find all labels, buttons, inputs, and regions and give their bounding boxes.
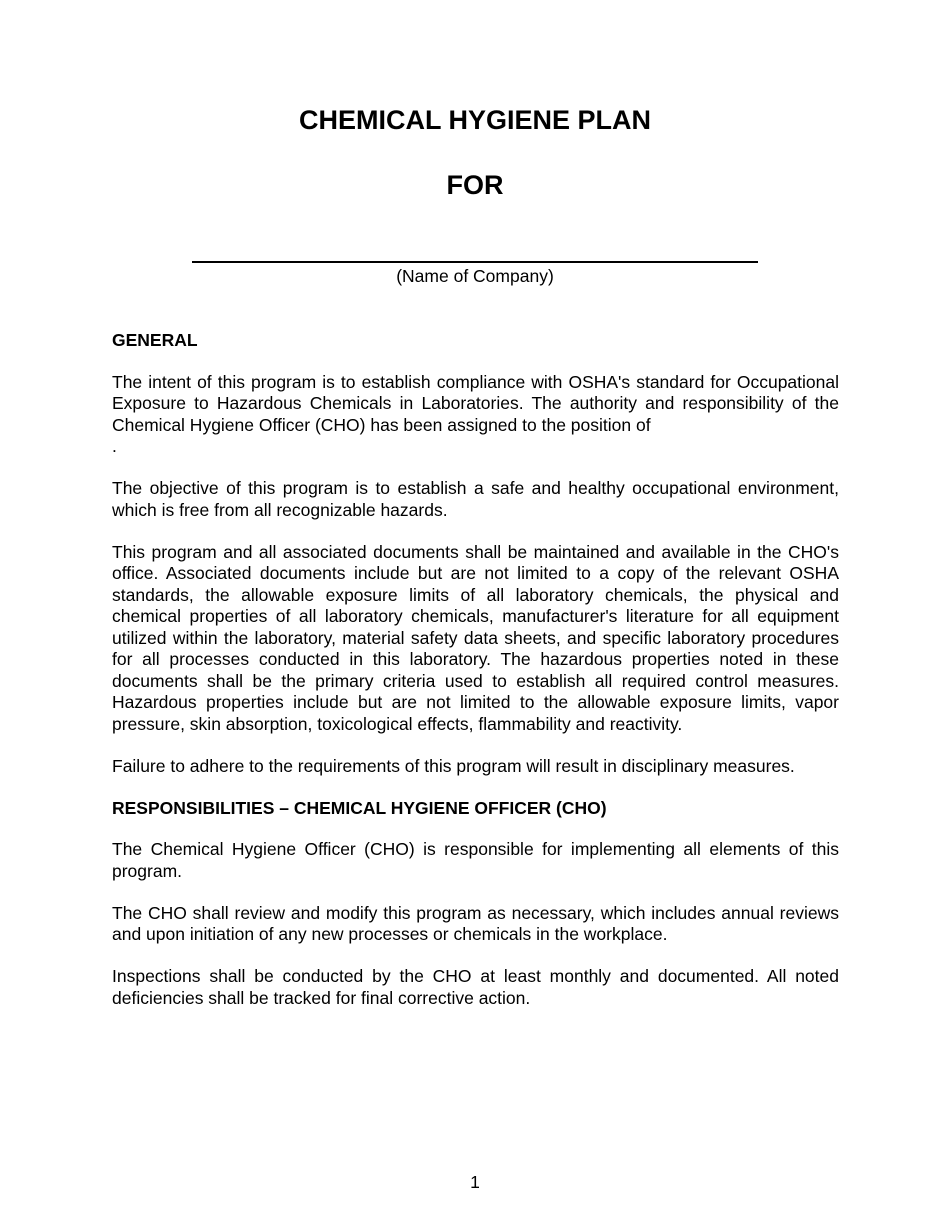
paragraph: The CHO shall review and modify this program as necessary, which includes annual reviews and upon initiation of any new processes or chemicals in the workplace. xyxy=(112,902,839,944)
section-heading-responsibilities: RESPONSIBILITIES – CHEMICAL HYGIENE OFFICER (CHO) xyxy=(112,797,607,818)
document-body xyxy=(112,330,839,1030)
document-title: CHEMICAL HYGIENE PLAN xyxy=(298,105,652,135)
paragraph: The Chemical Hygiene Officer (CHO) is responsible for implementing all elements of this program. xyxy=(112,839,839,881)
paragraph: Inspections shall be conducted by the CHO at least monthly and documented. All noted deficiencies shall be tracked for final corrective action. xyxy=(112,966,839,1008)
document-title-for: FOR xyxy=(446,170,504,200)
company-name-caption: (Name of Company) xyxy=(396,266,554,286)
paragraph-text: The intent of this program is to establish compliance with OSHA's standard for Occupational Exposure to Hazardous Chemicals in Laboratories. The authority and responsibility of the Chemical Hygiene Officer (CHO) has been assigned to the position of xyxy=(112,371,839,435)
paragraph: The objective of this program is to establish a safe and healthy occupational environment, which is free from all recognizable hazards. xyxy=(112,478,839,520)
paragraph: This program and all associated documents shall be maintained and available in the CHO's office. Associated documents include but are not limited to a copy of the relevant OSHA standards, the allowable exposure limits of all laboratory chemicals, the physical and chemical properties of all laboratory chemicals, manufacturer's literature for all equipment utilized within the laboratory, material safety data sheets, and specific laboratory procedures for all processes conducted in this laboratory. The hazardous properties noted in these documents shall be the primary criteria used to establish all required control measures. Hazardous properties include but are not limited to the allowable exposure limits, vapor pressure, skin absorption, toxicological effects, flammability and reactivity. xyxy=(112,541,839,734)
blank-position-dot: . xyxy=(112,436,117,456)
section-heading-general: GENERAL xyxy=(112,330,198,350)
paragraph xyxy=(112,372,839,458)
page-number: 1 xyxy=(470,1172,480,1192)
paragraph: Failure to adhere to the requirements of this program will result in disciplinary measures. xyxy=(112,755,795,776)
company-name-blank-line xyxy=(192,261,758,263)
